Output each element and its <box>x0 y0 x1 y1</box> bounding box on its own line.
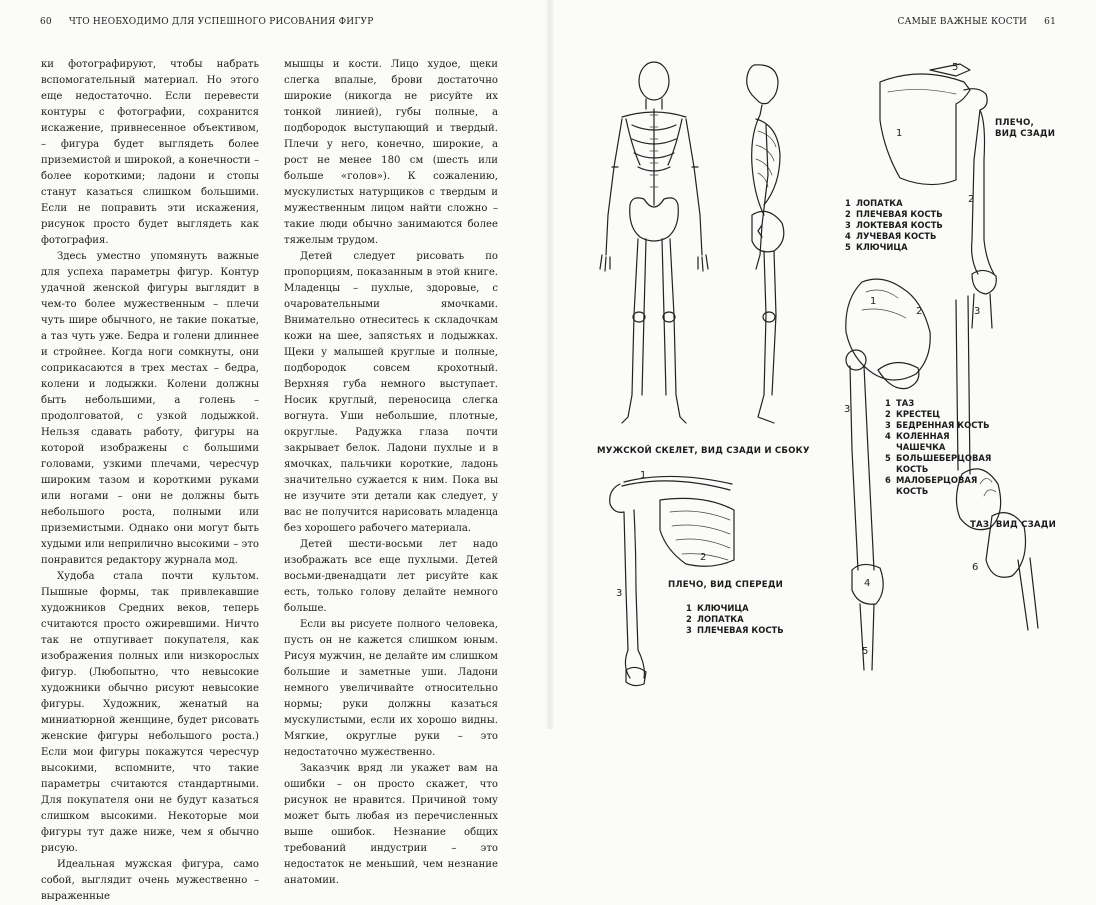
shoulder-front-legend <box>686 603 784 636</box>
legend-label-cont: КОСТЬ <box>896 464 929 474</box>
bone-marker-3: 3 <box>616 588 623 599</box>
legend-number: 5 <box>845 242 851 252</box>
bone-marker-3: 3 <box>844 404 851 415</box>
legend-number: 4 <box>885 431 891 441</box>
legend-label: КЛЮЧИЦА <box>856 242 908 252</box>
legend-row <box>885 409 991 420</box>
text-column-1 <box>41 57 259 905</box>
legend-number: 1 <box>885 398 891 408</box>
legend-number: 3 <box>686 625 692 635</box>
skeleton-caption: МУЖСКОЙ СКЕЛЕТ, ВИД СЗАДИ И СБОКУ <box>597 446 810 456</box>
bone-marker-2: 2 <box>700 552 707 563</box>
paragraph: мышцы и кости. Лицо худое, щеки слегка впалые, брови достаточно широкие (никогда не рисуйте их тонкой линией), губы полные, а подбородок выступающий и твердый. Плечи у него, конечно, широкие, а рост не менее 180 см (шесть или больше «голов»). К сожалению, мускулистых натурщиков с твердым и мужественным лицом найти сложно – такие люди обычно занимаются более тяжелым трудом. <box>284 59 498 246</box>
legend-number: 1 <box>686 603 692 613</box>
bone-marker-4: 4 <box>864 578 871 589</box>
right-running-title: САМЫЕ ВАЖНЫЕ КОСТИ <box>897 17 1028 27</box>
paragraph: Худоба стала почти культом. Пышные формы, так привлекавшие художников Средних веков, теперь считаются просто ожиревшими. Ничто так не отпугивает покупателя, как изображения полных или низкорослых фигур. (Любопытно, что невысокие художники обычно рисуют невысокие фигуры. Художник, женатый на миниатюрной женщине, будет рисовать женские фигуры небольшого роста.) Если мои фигуры покажутся чересчур высокими, вспомните, что такие параметры считаются стандартными. Для покупателя они не будут казаться слишком высокими. Некоторые мои фигуры тут даже ниже, чем я обычно рисую. <box>41 571 259 854</box>
bone-marker-2: 2 <box>968 194 975 205</box>
legend-row <box>885 431 991 453</box>
book-gutter <box>545 0 555 729</box>
legend-row <box>845 209 943 220</box>
legend-row <box>885 420 991 431</box>
bone-marker-1: 1 <box>896 128 903 139</box>
legend-number: 4 <box>845 231 851 241</box>
legend-label-cont: ЧАШЕЧКА <box>896 442 946 452</box>
left-running-title: ЧТО НЕОБХОДИМО ДЛЯ УСПЕШНОГО РИСОВАНИЯ ФИГУР <box>68 17 374 27</box>
bone-marker-1: 1 <box>870 296 877 307</box>
legend-number: 2 <box>686 614 692 624</box>
paragraph: ки фотографируют, чтобы набрать вспомогательный материал. Но этого еще недостаточно. Если перевести контуры с фотографии, сохранится искажение, привнесенное объективом, – фигура будет выглядеть более приземистой и широкой, а конечности – более короткими; ладони и стопы станут казаться слишком большими. Если не поправить эти искажения, рисунок просто будет выглядеть как фотография. <box>41 59 259 246</box>
legend-row <box>885 398 991 409</box>
legend-label: КРЕСТЕЦ <box>896 409 941 419</box>
bone-marker-2: 2 <box>916 306 923 317</box>
legend-row <box>845 231 943 242</box>
shoulder-back-caption-line2: ВИД СЗАДИ <box>995 129 1056 139</box>
bone-marker-3: 3 <box>974 306 981 317</box>
legend-row <box>845 198 943 209</box>
legend-row <box>686 614 784 625</box>
legend-number: 2 <box>885 409 891 419</box>
legend-label: ТАЗ <box>896 398 915 408</box>
legend-row <box>686 625 784 636</box>
right-running-head <box>898 17 1056 27</box>
shoulder-back-caption-line1: ПЛЕЧО, <box>995 118 1034 128</box>
legend-label: КОЛЕННАЯ <box>896 431 950 441</box>
legend-number: 6 <box>885 475 891 485</box>
shoulder-back-legend <box>845 198 943 253</box>
paragraph: Детей следует рисовать по пропорциям, показанным в этой книге. Младенцы – пухлые, здоровые, с очаровательными ямочками. Внимательно отнеситесь к складочкам кожи на шее, запястьях и лодыжках. Щеки у малышей круглые и полные, подбородок совсем крохотный. Верхняя губа немного выступает. Носик круглый, переносица слегка вогнута. Уши небольшие, плотные, округлые. Радужка глаза почти закрывает белок. Ладони пухлые и в ямочках, пальчики короткие, ладонь значительно сужается к ним. Пока вы не изучите эти детали как следует, у вас не получится нарисовать младенца без хорошего рабочего материала. <box>284 251 498 534</box>
legend-label: ЛОПАТКА <box>697 614 744 624</box>
bone-marker-5: 5 <box>862 646 869 657</box>
legend-label: ЛУЧЕВАЯ КОСТЬ <box>856 231 937 241</box>
legend-label: МАЛОБЕРЦОВАЯ <box>896 475 978 485</box>
shoulder-front-caption: ПЛЕЧО, ВИД СПЕРЕДИ <box>668 580 784 590</box>
skeleton-side-view <box>747 65 784 423</box>
legend-number: 5 <box>885 453 891 463</box>
legend-label: БЕДРЕННАЯ КОСТЬ <box>896 420 990 430</box>
legend-label: ЛОКТЕВАЯ КОСТЬ <box>856 220 943 230</box>
legend-row <box>885 475 991 497</box>
legend-row <box>845 242 943 253</box>
bone-marker-1: 1 <box>640 470 647 481</box>
skeleton-back-side-illustration <box>592 55 822 445</box>
legend-number: 3 <box>885 420 891 430</box>
paragraph: Идеальная мужская фигура, само собой, выглядит очень мужественно – выраженные <box>41 859 259 902</box>
bone-marker-6: 6 <box>972 562 979 573</box>
paragraph: Заказчик вряд ли укажет вам на ошибки – он просто скажет, что рисунок не нравится. Причиной тому может быть любая из перечисленных выше ошибок. Незнание общих требований индустрии – это недостаток не меньший, чем незнание анатомии. <box>284 763 498 886</box>
pelvis-back-caption: ТАЗ, ВИД СЗАДИ <box>970 520 1056 530</box>
bone-marker-5: 5 <box>952 62 959 73</box>
legend-number: 1 <box>845 198 851 208</box>
legend-label: ПЛЕЧЕВАЯ КОСТЬ <box>856 209 943 219</box>
legend-number: 3 <box>845 220 851 230</box>
skeleton-back-view <box>600 62 708 423</box>
legend-number: 2 <box>845 209 851 219</box>
legend-row <box>845 220 943 231</box>
right-page-number: 61 <box>1044 17 1056 27</box>
legend-row <box>686 603 784 614</box>
paragraph: Детей шести-восьми лет надо изображать все еще пухлыми. Детей восьми-двенадцати лет рисуйте как есть, только голову делайте немного больше. <box>284 539 498 614</box>
paragraph: Здесь уместно упомянуть важные для успеха параметры фигур. Контур удачной женской фигуры выглядит в чем-то более мужественным – плечи чуть шире обычного, не такие покатые, а таз чуть уже. Бедра и голени длиннее и стройнее. Когда ноги сомкнуты, они соприкасаются в трех местах – бедра, колени и лодыжки. Колени должны быть небольшими, а голень – продолговатой, с узкой лодыжкой. Нельзя сдавать работу, фигуры на которой изображены с большими головами, узкими плечами, чересчур широким тазом и короткими руками или ногами – они не должны быть небольшого роста, полными или приземистыми. Однако они могут быть худыми или неприлично высокими – это понравится редактору журнала мод. <box>41 251 259 566</box>
legend-row <box>885 453 991 475</box>
legend-label: БОЛЬШЕБЕРЦОВАЯ <box>896 453 992 463</box>
shoulder-back-caption <box>995 118 1055 140</box>
legend-label-cont: КОСТЬ <box>896 486 929 496</box>
left-running-head <box>40 17 373 27</box>
left-page-number: 60 <box>40 17 52 27</box>
paragraph: Если вы рисуете полного человека, пусть он не кажется слишком юным. Рисуя мужчин, не делайте им слишком большие и заметные уши. Ладони немного увеличивайте относительно нормы; руки должны казаться мускулистыми, если их хорошо видны. Мягкие, округлые руки – это недостаточно мужественно. <box>284 619 498 758</box>
pelvis-back-legend <box>885 398 991 497</box>
text-column-2 <box>284 57 498 889</box>
legend-label: ЛОПАТКА <box>856 198 903 208</box>
legend-label: КЛЮЧИЦА <box>697 603 749 613</box>
legend-label: ПЛЕЧЕВАЯ КОСТЬ <box>697 625 784 635</box>
